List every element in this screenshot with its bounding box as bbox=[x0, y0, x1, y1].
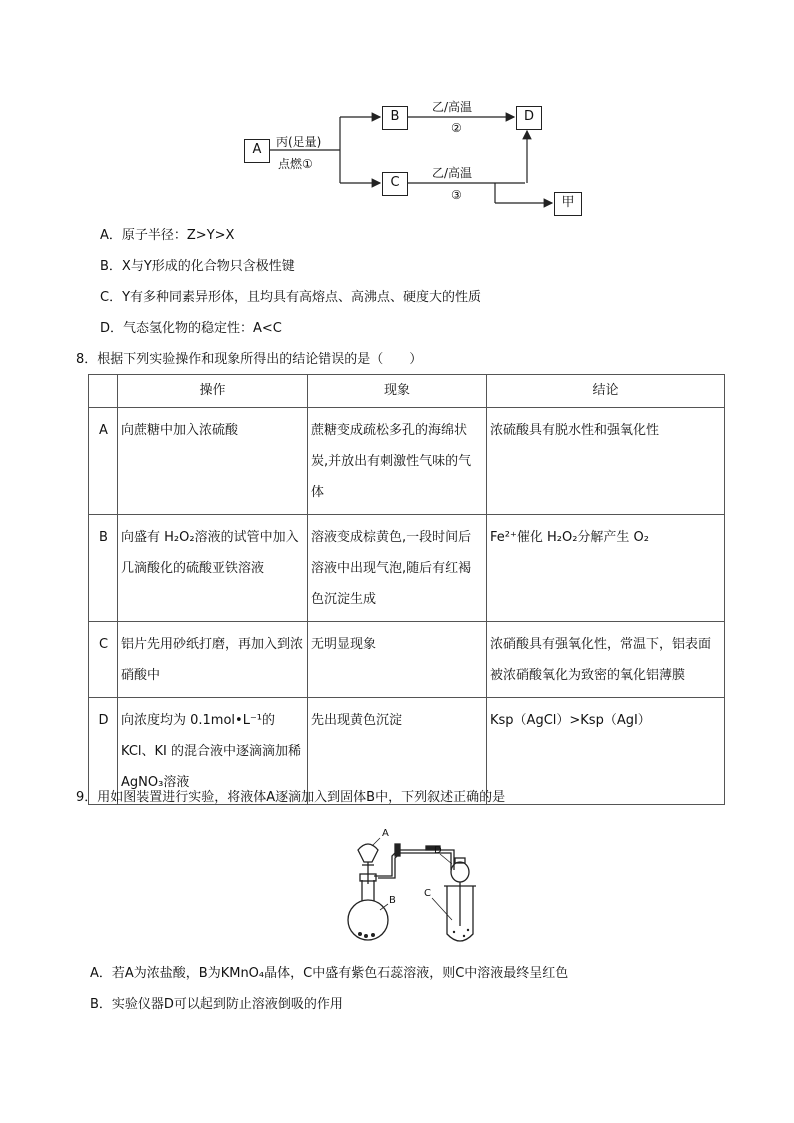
box-c: C bbox=[382, 172, 408, 196]
arrow3-top-label: 乙/高温 bbox=[432, 166, 473, 180]
cell-operation bbox=[118, 515, 308, 622]
cell-phenomenon bbox=[308, 622, 487, 698]
header-operation: 操作 bbox=[118, 375, 308, 408]
box-d: D bbox=[516, 106, 542, 130]
cell-text: 蔗糖变成疏松多孔的海绵状炭,并放出有刺激性气味的气体 bbox=[311, 423, 472, 500]
q8-table bbox=[88, 374, 725, 805]
q8-title: 8．根据下列实验操作和现象所得出的结论错误的是（ ） bbox=[76, 352, 423, 367]
cell-phenomenon bbox=[308, 408, 487, 515]
q7-option-b: B．X与Y形成的化合物只含极性键 bbox=[100, 259, 295, 274]
arrow2-top-label: 乙/高温 bbox=[432, 100, 473, 114]
header-phenomenon: 现象 bbox=[308, 375, 487, 408]
box-jia: 甲 bbox=[554, 192, 582, 216]
cell-text: 浓硫酸具有脱水性和强氧化性 bbox=[490, 423, 660, 438]
arrow1-top-label: 丙(足量) bbox=[276, 135, 322, 149]
cell-text: Ksp（AgCl）>Ksp（AgI） bbox=[490, 713, 651, 728]
cell-text: 浓硝酸具有强氧化性，常温下，铝表面被浓硝酸氧化为致密的氧化铝薄膜 bbox=[490, 637, 712, 683]
row-label: C bbox=[89, 622, 118, 698]
reaction-diagram bbox=[240, 95, 580, 220]
cell-text: 先出现黄色沉淀 bbox=[311, 713, 403, 728]
arrow3-bottom-label: ③ bbox=[451, 188, 462, 202]
apparatus-drawing bbox=[340, 826, 480, 948]
arrow2-bottom-label: ② bbox=[451, 121, 462, 135]
apparatus-label-b: B bbox=[389, 895, 396, 906]
q9-title: 9．用如图装置进行实验，将液体A逐滴加入到固体B中，下列叙述正确的是 bbox=[76, 790, 506, 805]
cell-text: 溶液变成棕黄色,一段时间后溶液中出现气泡,随后有红褐色沉淀生成 bbox=[311, 530, 472, 607]
box-a: A bbox=[244, 139, 270, 163]
cell-phenomenon bbox=[308, 515, 487, 622]
apparatus-label-d: D bbox=[434, 845, 442, 856]
cell-operation bbox=[118, 408, 308, 515]
row-label: D bbox=[89, 698, 118, 805]
cell-conclusion bbox=[487, 698, 725, 805]
table-row bbox=[89, 515, 725, 622]
arrow1-bottom-label: 点燃① bbox=[278, 157, 313, 171]
header-empty bbox=[89, 375, 118, 408]
cell-text: 向浓度均为 0.1mol•L⁻¹的 KCl、KI 的混合液中逐滴滴加稀AgNO₃溶液 bbox=[121, 713, 301, 790]
cell-text: 向蔗糖中加入浓硫酸 bbox=[121, 423, 239, 438]
table-header-row bbox=[89, 375, 725, 408]
q7-option-c: C．Y有多种同素异形体，且均具有高熔点、高沸点、硬度大的性质 bbox=[100, 290, 482, 305]
q7-option-a: A．原子半径：Z>Y>X bbox=[100, 228, 235, 243]
cell-operation bbox=[118, 622, 308, 698]
cell-conclusion bbox=[487, 515, 725, 622]
q7-option-d: D．气态氢化物的稳定性：A<C bbox=[100, 321, 282, 336]
apparatus-figure bbox=[340, 826, 480, 948]
box-b: B bbox=[382, 106, 408, 130]
cell-text: 向盛有 H₂O₂溶液的试管中加入几滴酸化的硫酸亚铁溶液 bbox=[121, 530, 299, 576]
apparatus-label-c: C bbox=[424, 888, 431, 899]
table-row bbox=[89, 622, 725, 698]
q9-option-b: B．实验仪器D可以起到防止溶液倒吸的作用 bbox=[90, 997, 343, 1012]
apparatus-label-a: A bbox=[382, 828, 389, 839]
q9-option-a: A．若A为浓盐酸，B为KMnO₄晶体，C中盛有紫色石蕊溶液，则C中溶液最终呈红色 bbox=[90, 966, 569, 981]
row-label: A bbox=[89, 408, 118, 515]
cell-conclusion bbox=[487, 622, 725, 698]
cell-text: 无明显现象 bbox=[311, 637, 377, 652]
cell-text: Fe²⁺催化 H₂O₂分解产生 O₂ bbox=[490, 530, 649, 545]
cell-conclusion bbox=[487, 408, 725, 515]
cell-text: 铝片先用砂纸打磨，再加入到浓硝酸中 bbox=[121, 637, 304, 683]
header-conclusion: 结论 bbox=[487, 375, 725, 408]
table-row bbox=[89, 408, 725, 515]
row-label: B bbox=[89, 515, 118, 622]
